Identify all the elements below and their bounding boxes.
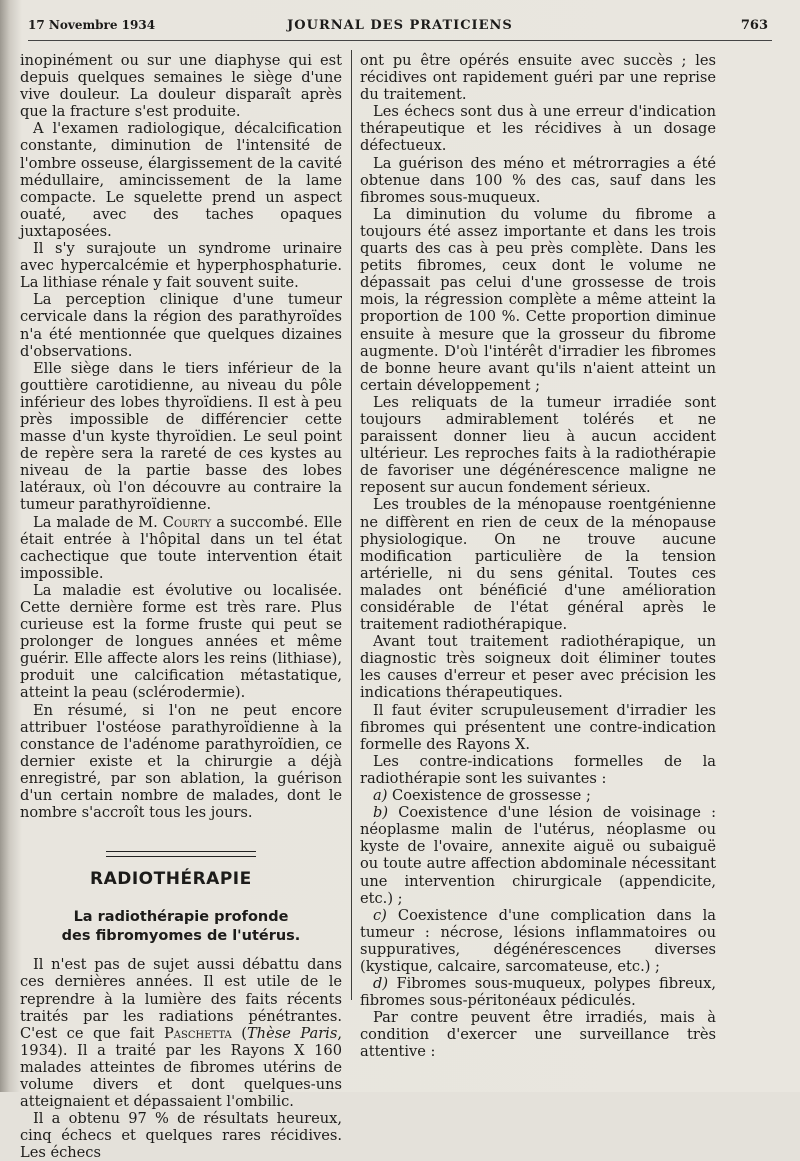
article-title-line: La radiothérapie profonde [73,909,289,926]
list-letter: d) [373,975,389,993]
paragraph [20,514,342,582]
page-number: 763 [740,18,768,33]
list-item [360,975,716,1009]
list-item [360,804,716,907]
section-divider [106,851,256,857]
paragraph: Il faut éviter scrupuleusement d'irradier les fibromes qui présentent une contre-indication formelle des Rayons X. [360,701,716,753]
paragraph: Il a obtenu 97 % de résultats heureux, cinq échecs et quelques rares récidives. Les échecs [20,1110,342,1161]
paragraph: A l'examen radiologique, décalcification constante, diminution de l'intensité de l'ombre osseuse, élargissement de la cavité médullaire, amincissement de la lame compacte. Le squelette prend un aspect ouaté, avec des taches opaques juxtaposées. [20,120,342,240]
running-head [28,18,772,41]
paragraph: La maladie est évolutive ou localisée. Cette dernière forme est très rare. Plus curieuse est la forme fruste qui peut se prolonger de longues années et même guérir. Elle affecte alors les reins (lithiase), produit une calcification métastatique, atteint la peau (sclérodermie). [20,581,342,702]
text-run: a succombé. Elle était entrée à l'hôpital dans un tel état cachectique que toute intervention était impossible. [20,513,342,582]
right-column [360,52,716,1061]
column-divider [351,50,352,1000]
paragraph: La guérison des méno et métrorragies a été obtenue dans 100 % des cas, sauf dans les fibromes sous-muqueux. [360,154,716,206]
list-item [360,787,716,804]
list-letter: b) [373,804,389,822]
paragraph: Les troubles de la ménopause roentgénienne ne diffèrent en rien de ceux de la ménopause physiologique. On ne trouve aucune modification particulière de la tension artérielle, ni du sens génital. Toutes ces malades ont bénéficié d'une amélioration considérable de l'état général après le traitement radiothérapique. [360,496,716,634]
paragraph: Il s'y surajoute un syndrome urinaire avec hypercalcémie et hyperphosphaturie. La lithiase rénale y fait souvent suite. [20,240,342,292]
paragraph: En résumé, si l'on ne peut encore attribuer l'ostéose parathyroïdienne à la constance de l'adénome parathyroïdien, ce dernier existe et la chirurgie a déjà enregistré, par son ablation, la guérison d'un certain nombre de malades, dont le nombre s'accroît tous les jours. [20,701,342,822]
text-run: , 1934). Il a traité par les Rayons X 160 malades atteintes de fibromes utérins de volume divers et dont quelques-uns atteignaient et dépassaient l'ombilic. [20,1024,342,1111]
issue-date: 17 Novembre 1934 [28,18,156,32]
text-run: La malade de M. [33,513,163,531]
thesis-citation: Thèse Paris [246,1024,338,1042]
list-letter: a) [373,787,388,805]
list-text: Coexistence de grossesse ; [387,787,591,805]
paragraph: La perception clinique d'une tumeur cervicale dans la région des parathyroïdes n'a été mentionnée que quelques dizaines d'observations. [20,291,342,360]
paragraph: inopinément ou sur une diaphyse qui est depuis quelques semaines le siège d'une vive douleur. La douleur disparaît après que la fracture s'est produite. [20,52,342,121]
paragraph: Elle siège dans le tiers inférieur de la gouttière carotidienne, au niveau du pôle inférieur des lobes thyroïdiens. Il est à peu près impossible de différencier cette masse d'un kyste thyroïdien. Le seul point de repère sera la rareté de ces kystes au niveau de la partie basse des lobes latéraux, où l'on découvre au contraire la tumeur parathyroïdienne. [20,359,342,514]
paragraph: Il n'est pas de sujet aussi débattu dans ces dernières années. Il est utile de le reprendre à la lumière des faits récents traités par les radiations pénétrantes. C'est ce que fait Paschetta (Thèse Paris, 1934). Il a traité par les Rayons X 160 malades atteintes de fibromes utérins de volume divers et dont quelques-uns atteignaient et dépassaient l'ombilic. [20,956,342,1111]
list-letter: c) [373,906,387,924]
paragraph: La diminution du volume du fibrome a toujours été assez importante et dans les trois quarts des cas à peu près complète. Dans les petits fibromes, ceux dont le volume ne dépassait pas celui d'une grossesse de trois mois, la régression complète a même atteint la proportion de 100 %. Cette proportion diminue ensuite à mesure que la grosseur du fibrome augmente. D'où l'intérêt d'irradier les fibromes de bonne heure avant qu'ils n'aient atteint un certain développement ; [360,205,716,394]
article-title [20,908,342,946]
author-name: Paschetta [163,1024,232,1042]
list-item [360,907,716,975]
section-title: RADIOTHÉRAPIE [90,869,252,890]
paragraph: Avant tout traitement radiothérapique, un diagnostic très soigneux doit éliminer toutes les causes d'erreur et peser avec précision les indications thérapeutiques. [360,633,716,702]
left-column [20,52,342,1161]
journal-title: JOURNAL DES PRATICIENS [287,18,513,33]
list-text: Coexistence d'une complication dans la tumeur : nécrose, lésions inflammatoires ou suppuratives, dégénérescences diverses (kystique, calcaire, sarcomateuse, etc.) ; [360,906,716,975]
paragraph: ont pu être opérés ensuite avec succès ; les récidives ont rapidement guéri par une reprise du traitement. [360,52,716,104]
paragraph: Les échecs sont dus à une erreur d'indication thérapeutique et les récidives à un dosage défectueux. [360,103,716,155]
list-text: Fibromes sous-muqueux, polypes fibreux, fibromes sous-péritonéaux pédiculés. [360,975,716,1010]
paragraph: Par contre peuvent être irradiés, mais à condition d'exercer une surveillance très attentive : [360,1009,716,1061]
person-name: Courty [162,513,212,531]
article-title-line: des fibromyomes de l'utérus. [61,928,301,945]
text-run: Il n'est pas de sujet aussi débattu dans ces dernières années. Il est utile de le reprendre à la lumière des faits récents traités par les radiations pénétrantes. C'est ce que fait [20,956,342,1042]
paragraph: Les contre-indications formelles de la radiothérapie sont les suivantes : [360,752,716,787]
paragraph: Les reliquats de la tumeur irradiée sont toujours admirablement tolérés et ne paraissent donner lieu à aucun accident ultérieur. Les reproches faits à la radiothérapie de favoriser une dégénérescence maligne ne reposent sur aucun fondement sérieux. [360,393,716,497]
list-text: Coexistence d'une lésion de voisinage : néoplasme malin de l'utérus, néoplasme ou kyste de l'ovaire, annexite aiguë ou subaiguë ou toute autre affection abdominale nécessitant une intervention chirurgicale (appendicite, etc.) ; [360,804,716,907]
